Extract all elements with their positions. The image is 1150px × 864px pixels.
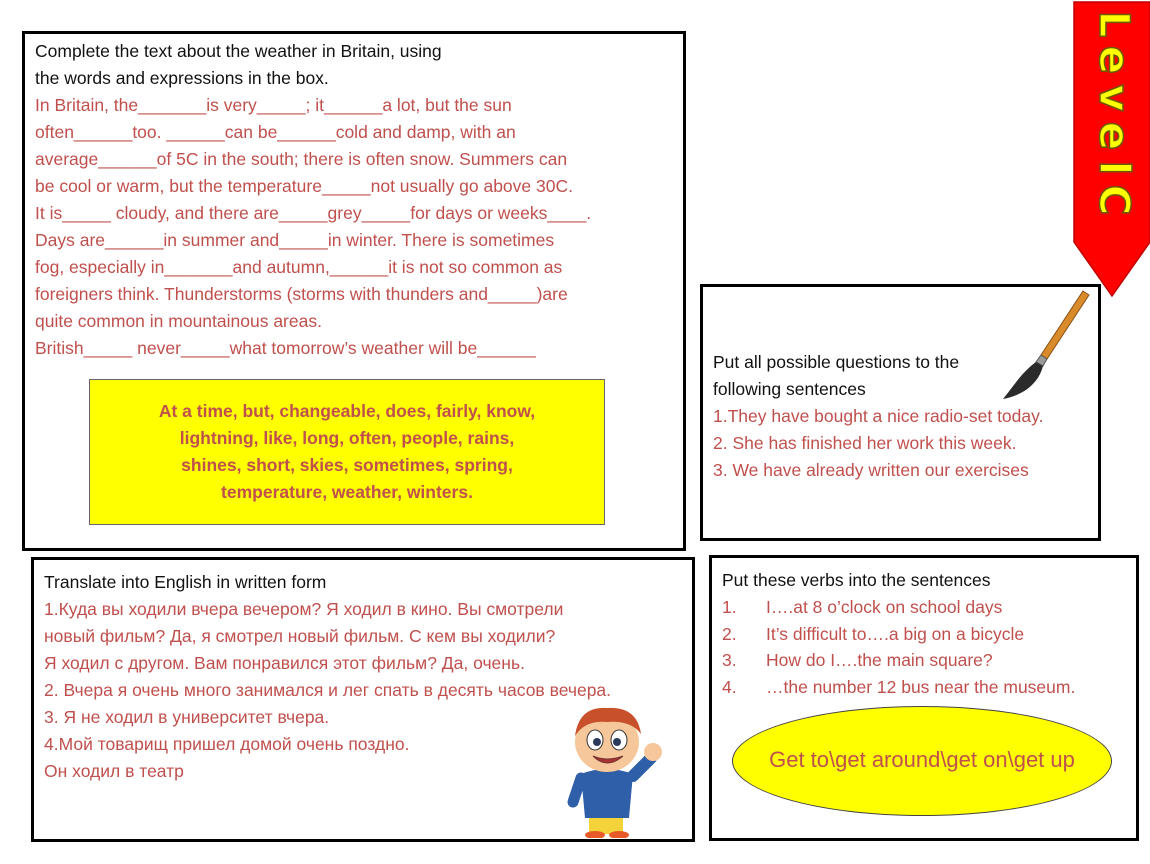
gap-text-line: foreigners think. Thunderstorms (storms with thunders and_____)are: [35, 284, 568, 304]
word-box-line: lightning, like, long, often, people, rains,: [179, 428, 515, 448]
gap-text-line: fog, especially in_______and autumn,______it is not so common as: [35, 257, 563, 277]
exercise-heading-line-2: following sentences: [713, 379, 866, 399]
sentence-item: 2. She has finished her work this week.: [713, 433, 1017, 453]
level-letter: C: [1090, 184, 1139, 216]
exercise-questions-panel: [700, 284, 1101, 541]
gap-text-line: quite common in mountainous areas.: [35, 311, 322, 331]
item-number: 4.: [722, 677, 737, 697]
word-box-line: temperature, weather, winters.: [221, 482, 473, 502]
exercise-heading-line-1: Complete the text about the weather in Britain, using: [35, 41, 442, 61]
translate-line: 4.Мой товарищ пришел домой очень поздно.: [44, 734, 410, 754]
exercise-heading: Put these verbs into the sentences: [722, 570, 991, 590]
gap-text-line: be cool or warm, but the temperature_____not usually go above 30C.: [35, 176, 573, 196]
item-number: 2.: [722, 624, 737, 644]
gap-text-line: British_____ never_____what tomorrow’s weather will be______: [35, 338, 536, 358]
item-number: 3.: [722, 650, 737, 670]
gap-text-line: It is_____ cloudy, and there are_____grey_____for days or weeks____.: [35, 203, 592, 223]
translate-line: 1.Куда вы ходили вчера вечером? Я ходил в кино. Вы смотрели: [44, 599, 564, 619]
item-text: I….at 8 o’clock on school days: [766, 597, 1003, 617]
gap-text-line: often______too. ______can be______cold and damp, with an: [35, 122, 516, 142]
exercise-heading: Translate into English in written form: [44, 572, 327, 592]
exercise-verbs-panel: [709, 555, 1139, 841]
item-text: It’s difficult to….a big on a bicycle: [766, 624, 1025, 644]
paintbrush-icon: [995, 287, 1095, 405]
word-box-line: shines, short, skies, sometimes, spring,: [181, 455, 513, 475]
translate-line: новый фильм? Да, я смотрел новый фильм. С кем вы ходили?: [44, 626, 556, 646]
exercise-weather-panel: [22, 31, 686, 551]
level-letter: e: [1090, 45, 1139, 75]
translate-line: Я ходил с другом. Вам понравился этот фильм? Да, очень.: [44, 653, 525, 673]
verbs-list: Get to\get around\get on\get up: [769, 747, 1075, 772]
exercise-heading-line-1: Put all possible questions to the: [713, 352, 960, 372]
level-badge: [1072, 0, 1150, 300]
gap-text-line: Days are______in summer and_____in winter. There is sometimes: [35, 230, 555, 250]
verbs-oval: [732, 706, 1112, 816]
item-text: How do I….the main square?: [766, 650, 993, 670]
sentence-item: 1.They have bought a nice radio-set today.: [713, 406, 1044, 426]
sentence-item: 3. We have already written our exercises: [713, 460, 1029, 480]
level-letter: L: [1090, 10, 1139, 38]
word-box-line: At a time, but, changeable, does, fairly, know,: [158, 401, 536, 421]
item-number: 1.: [722, 597, 737, 617]
word-box: [89, 379, 605, 525]
item-text: …the number 12 bus near the museum.: [766, 677, 1076, 697]
level-letter: v: [1090, 84, 1139, 112]
gap-text-line: In Britain, the_______is very_____; it______a lot, but the sun: [35, 95, 512, 115]
level-letter: e: [1090, 121, 1139, 151]
exercise-heading-line-2: the words and expressions in the box.: [35, 68, 329, 88]
exercise-translate-panel: [31, 557, 695, 842]
level-letter: l: [1090, 160, 1139, 176]
gap-text-line: average______of 5C in the south; there is often snow. Summers can: [35, 149, 568, 169]
translate-line: 3. Я не ходил в университет вчера.: [44, 707, 330, 727]
cartoon-boy-icon: [549, 698, 669, 838]
translate-line: Он ходил в театр: [44, 761, 184, 781]
translate-line: 2. Вчера я очень много занимался и лег спать в десять часов вечера.: [44, 680, 612, 700]
